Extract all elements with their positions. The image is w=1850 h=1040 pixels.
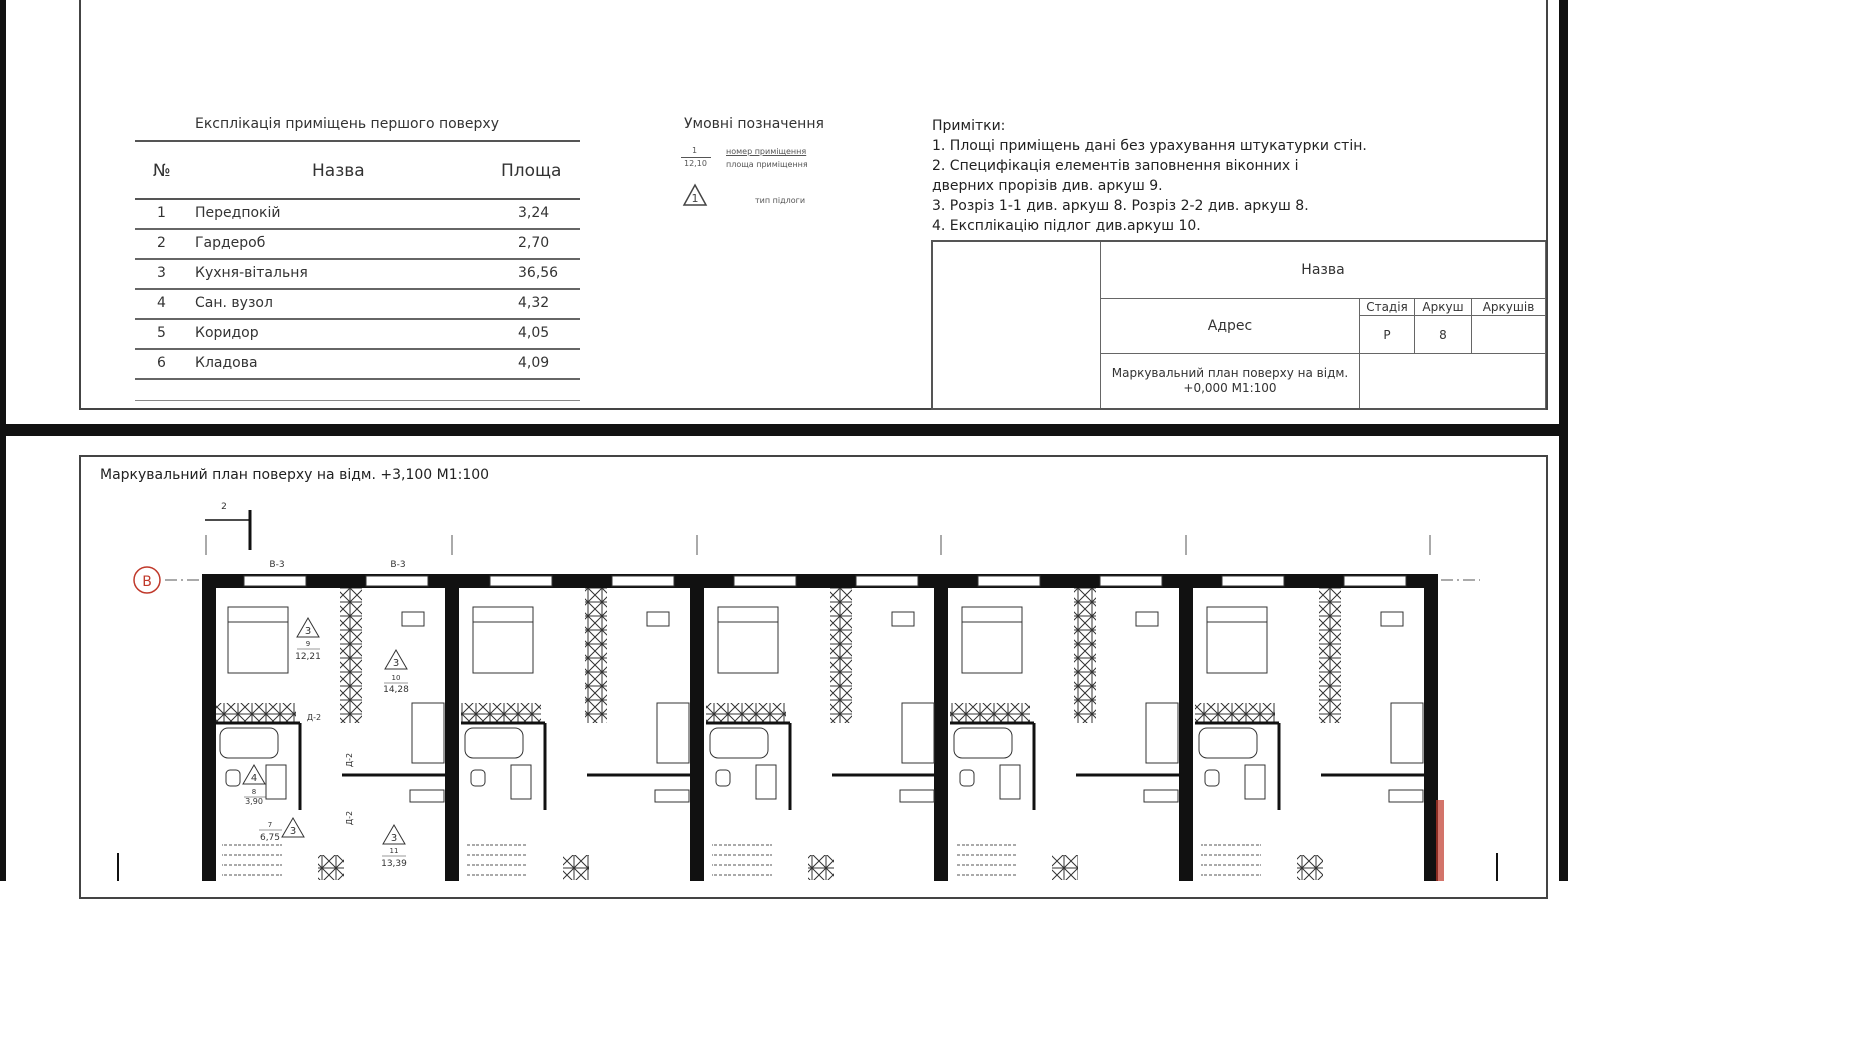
room-area: 36,56 [518, 265, 559, 281]
stamp-sheet-header [1414, 298, 1472, 316]
legend-floor-type-label: тип підлоги [755, 196, 806, 205]
room-number: 10 [391, 674, 401, 682]
stamp-sheet-value: 8 [1439, 327, 1447, 342]
room-marker-11 [381, 825, 407, 869]
unit-5 [1195, 588, 1424, 880]
room-area: 4,05 [518, 325, 550, 341]
note-line: 1. Площі приміщень дані без урахування штукатурки стін. [932, 138, 1367, 154]
room-marker-8 [243, 765, 266, 806]
table-row [135, 230, 580, 260]
table-row [135, 350, 580, 380]
section-mark [205, 502, 250, 550]
unit-3 [706, 588, 934, 880]
unit-1 [216, 588, 445, 880]
notes-title: Примітки: [932, 118, 1006, 134]
room-number: 8 [251, 788, 257, 796]
unit-4 [950, 588, 1179, 880]
note-line: 4. Експлікацію підлог див.аркуш 10. [932, 218, 1201, 234]
stamp-stage-value: Р [1383, 327, 1391, 342]
room-area: 13,39 [381, 859, 407, 869]
note-line: 3. Розріз 1-1 див. аркуш 8. Розріз 2-2 див. аркуш 8. [932, 198, 1309, 214]
stamp-address-label: Адрес [1207, 318, 1253, 334]
room-name: Кладова [195, 355, 258, 371]
room-num: 3 [157, 265, 166, 281]
room-num: 1 [157, 205, 166, 221]
table-row [135, 290, 580, 320]
room-name: Кухня-вітальня [195, 265, 308, 281]
explication-title: Експлікація приміщень першого поверху [195, 116, 500, 132]
window-mark: В-3 [390, 560, 406, 570]
col-area-header: Площа [501, 161, 562, 181]
col-name-header: Назва [312, 161, 365, 181]
floor-type-mark: 3 [390, 833, 398, 844]
room-area: 6,75 [259, 833, 281, 843]
stamp-empty-cell [1359, 353, 1546, 408]
legend-room-number-label: номер приміщення [726, 147, 807, 156]
door-mark: Д-2 [345, 752, 354, 768]
notes-block [932, 116, 1367, 236]
stamp-name-cell [1100, 242, 1546, 299]
explication-table [135, 140, 580, 401]
room-num: 4 [157, 295, 166, 311]
room-area: 4,32 [518, 295, 550, 311]
floor-type-triangle-icon [682, 183, 708, 207]
legend-sample-area: 12,10 [684, 159, 707, 168]
stamp-drawing-title-cell [1100, 353, 1360, 408]
legend-title: Умовні позначення [684, 116, 824, 132]
room-area: 12,21 [295, 652, 321, 662]
room-num: 2 [157, 235, 166, 251]
room-area: 3,90 [245, 797, 263, 806]
legend-room-area-label: площа приміщення [726, 160, 808, 169]
room-area: 3,24 [518, 205, 550, 221]
room-name: Сан. вузол [195, 295, 273, 311]
stamp-sheets-header [1471, 298, 1546, 316]
floor-type-mark: 4 [250, 773, 258, 784]
room-area: 2,70 [518, 235, 550, 251]
room-number: 11 [389, 847, 399, 855]
legend-sample-num: 1 [692, 146, 698, 155]
sheet-separator [0, 424, 1568, 436]
room-number: 7 [267, 821, 273, 829]
stamp-sheets-value-cell [1471, 315, 1546, 354]
axis-marker [134, 567, 160, 593]
room-name: Коридор [195, 325, 259, 341]
room-marker-9 [295, 618, 321, 662]
plan-title: Маркувальний план поверху на відм. +3,100 М1:100 [100, 467, 490, 483]
stamp-sheet-value-cell [1414, 315, 1472, 354]
room-marker-7 [259, 818, 304, 843]
top-sheet-border-left [0, 0, 6, 430]
stamp-sheet-label: Аркуш [1422, 300, 1464, 314]
stamp-stage-header [1359, 298, 1415, 316]
unit-2 [461, 588, 690, 880]
col-num-header: № [153, 161, 171, 181]
legend-sample-divider [681, 157, 711, 158]
room-name: Гардероб [195, 235, 266, 251]
stamp-name-label: Назва [1301, 262, 1345, 278]
axis-marker-label: В [142, 574, 152, 590]
top-sheet-border-right [1559, 0, 1568, 430]
room-number: 9 [305, 640, 311, 648]
note-line: 2. Специфікація елементів заповнення віконних і [932, 158, 1299, 174]
door-mark: Д-2 [345, 810, 354, 826]
legend-floor-symbol: 1 [691, 192, 699, 205]
explication-header [135, 140, 580, 200]
stamp-sheets-label: Аркушів [1482, 300, 1535, 314]
room-area: 14,28 [383, 685, 409, 695]
room-num: 5 [157, 325, 166, 341]
table-row [135, 200, 580, 230]
table-row [135, 260, 580, 290]
floor-plan-drawing [0, 490, 1568, 881]
room-num: 6 [157, 355, 166, 371]
floor-type-mark: 3 [289, 826, 297, 837]
stamp-stage-label: Стадія [1366, 300, 1408, 314]
note-line: дверних прорізів див. аркуш 9. [932, 178, 1163, 194]
floor-type-mark: 3 [392, 658, 400, 669]
door-mark: Д-2 [306, 713, 322, 722]
room-name: Передпокій [195, 205, 281, 221]
stamp-drawing-title: Маркувальний план поверху на відм. +0,000 М1:100 [1111, 366, 1349, 395]
room-area: 4,09 [518, 355, 550, 371]
title-block [931, 240, 1546, 410]
table-bottom-line [135, 380, 580, 401]
floor-type-mark: 3 [304, 626, 312, 637]
table-row [135, 320, 580, 350]
window-mark: В-3 [269, 560, 285, 570]
section-mark-label: 2 [221, 502, 227, 512]
stamp-stage-value-cell [1359, 315, 1415, 354]
stamp-blank-cell [933, 242, 1101, 408]
stamp-address-cell [1100, 298, 1360, 354]
room-marker-10 [383, 650, 409, 695]
